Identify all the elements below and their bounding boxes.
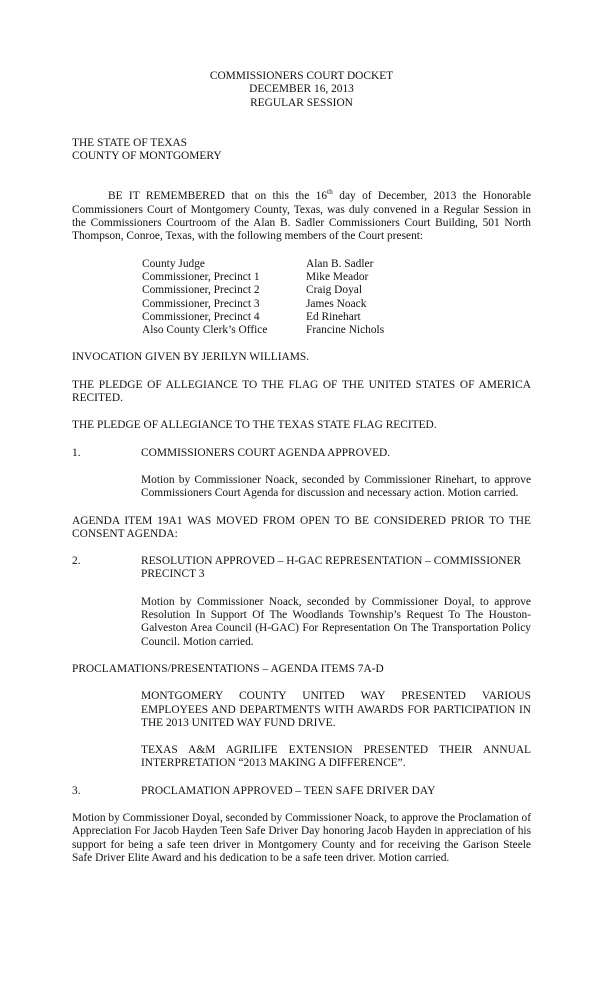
member-name: James Noack — [306, 297, 367, 310]
members-list — [142, 258, 531, 338]
state-county-block — [72, 137, 531, 164]
agenda-item-2 — [72, 555, 531, 582]
pledge-texas-line: THE PLEDGE OF ALLEGIANCE TO THE TEXAS STATE FLAG RECITED. — [72, 419, 437, 432]
proclamations-heading: PROCLAMATIONS/PRESENTATIONS – AGENDA ITEMS 7A-D — [72, 662, 384, 675]
intro-paragraph — [72, 187, 532, 243]
member-name: Francine Nichols — [306, 324, 385, 337]
agenda-item-1 — [72, 447, 531, 460]
item-number: 2. — [72, 555, 81, 568]
member-title: Commissioner, Precinct 3 — [142, 297, 260, 310]
item-2-motion: Motion by Commissioner Noack, seconded by Commissioner Doyal, to approve Resolution In Support Of The Woodlands Township’s Request To The Houston-Galveston Area Council (H-GAC) For Representation On The Transportation Policy Council. Motion carried. — [141, 595, 531, 648]
intro-superscript: th — [327, 187, 333, 197]
pledge-us-line: THE PLEDGE OF ALLEGIANCE TO THE FLAG OF THE UNITED STATES OF AMERICA RECITED. — [72, 378, 531, 405]
proclamation-united-way: MONTGOMERY COUNTY UNITED WAY PRESENTED VARIOUS EMPLOYEES AND DEPARTMENTS WITH AWARDS FOR PARTICIPATION IN THE 2013 UNITED WAY FUND DRIVE. — [141, 690, 531, 729]
member-title: Commissioner, Precinct 4 — [142, 310, 260, 323]
item-1-motion: Motion by Commissioner Noack, seconded by Commissioner Rinehart, to approve Commissioners Court Agenda for discussion and necessary action. Motion carried. — [141, 473, 531, 500]
item-heading: PROCLAMATION APPROVED – TEEN SAFE DRIVER DAY — [141, 784, 436, 797]
member-name: Mike Meador — [306, 270, 369, 283]
member-title: County Judge — [142, 257, 205, 270]
invocation-line: INVOCATION GIVEN BY JERILYN WILLIAMS. — [72, 351, 310, 364]
state-line: THE STATE OF TEXAS — [72, 136, 188, 149]
docket-header — [72, 70, 531, 110]
agenda-note: AGENDA ITEM 19A1 WAS MOVED FROM OPEN TO BE CONSIDERED PRIOR TO THE CONSENT AGENDA: — [72, 514, 531, 540]
member-title: Commissioner, Precinct 1 — [142, 270, 260, 283]
docket-title: COMMISSIONERS COURT DOCKET — [209, 70, 394, 82]
member-title: Commissioner, Precinct 2 — [142, 284, 260, 297]
intro-text-start: BE IT REMEMBERED that on this the 16 — [108, 190, 328, 203]
member-name: Craig Doyal — [306, 284, 362, 297]
item-number: 3. — [72, 784, 81, 797]
intro-text-rest: day of December, 2013 the Honorable Commissioners Court of Montgomery County, Texas, was duly convened in a Regular Session in the Commissioners Courtroom of the Alan B. Sadler Commissioners Court Building, 501 North Thompson, Conroe, Texas, with the following members of the Court present: — [72, 190, 532, 243]
docket-date: DECEMBER 16, 2013 — [249, 83, 354, 96]
item-heading: COMMISSIONERS COURT AGENDA APPROVED. — [141, 446, 391, 459]
agrilife-line-1: TEXAS A&M AGRILIFE EXTENSION PRESENTED THEIR ANNUAL — [141, 744, 531, 757]
member-title: Also County Clerk’s Office — [142, 324, 268, 337]
item-3-motion: Motion by Commissioner Doyal, seconded by Commissioner Noack, to approve the Proclamation of Appreciation For Jacob Hayden Teen Safe Driver Day honoring Jacob Hayden in appreciation of his support for being a safe teen driver in Montgomery County and for receiving the Garison Steele Safe Driver Elite Award and his dedication to be a safe teen driver. Motion carried. — [72, 811, 531, 864]
docket-session: REGULAR SESSION — [250, 96, 353, 109]
member-name: Alan B. Sadler — [306, 257, 374, 270]
item-number: 1. — [72, 446, 81, 459]
agrilife-line-2: INTERPRETATION “2013 MAKING A DIFFERENCE”. — [141, 757, 406, 770]
county-line: COUNTY OF MONTGOMERY — [72, 150, 222, 163]
agenda-item-3 — [72, 785, 531, 798]
member-name: Ed Rinehart — [306, 310, 361, 323]
item-heading: RESOLUTION APPROVED – H-GAC REPRESENTATION – COMMISSIONER PRECINCT 3 — [141, 555, 522, 581]
proclamation-agrilife — [141, 744, 531, 771]
